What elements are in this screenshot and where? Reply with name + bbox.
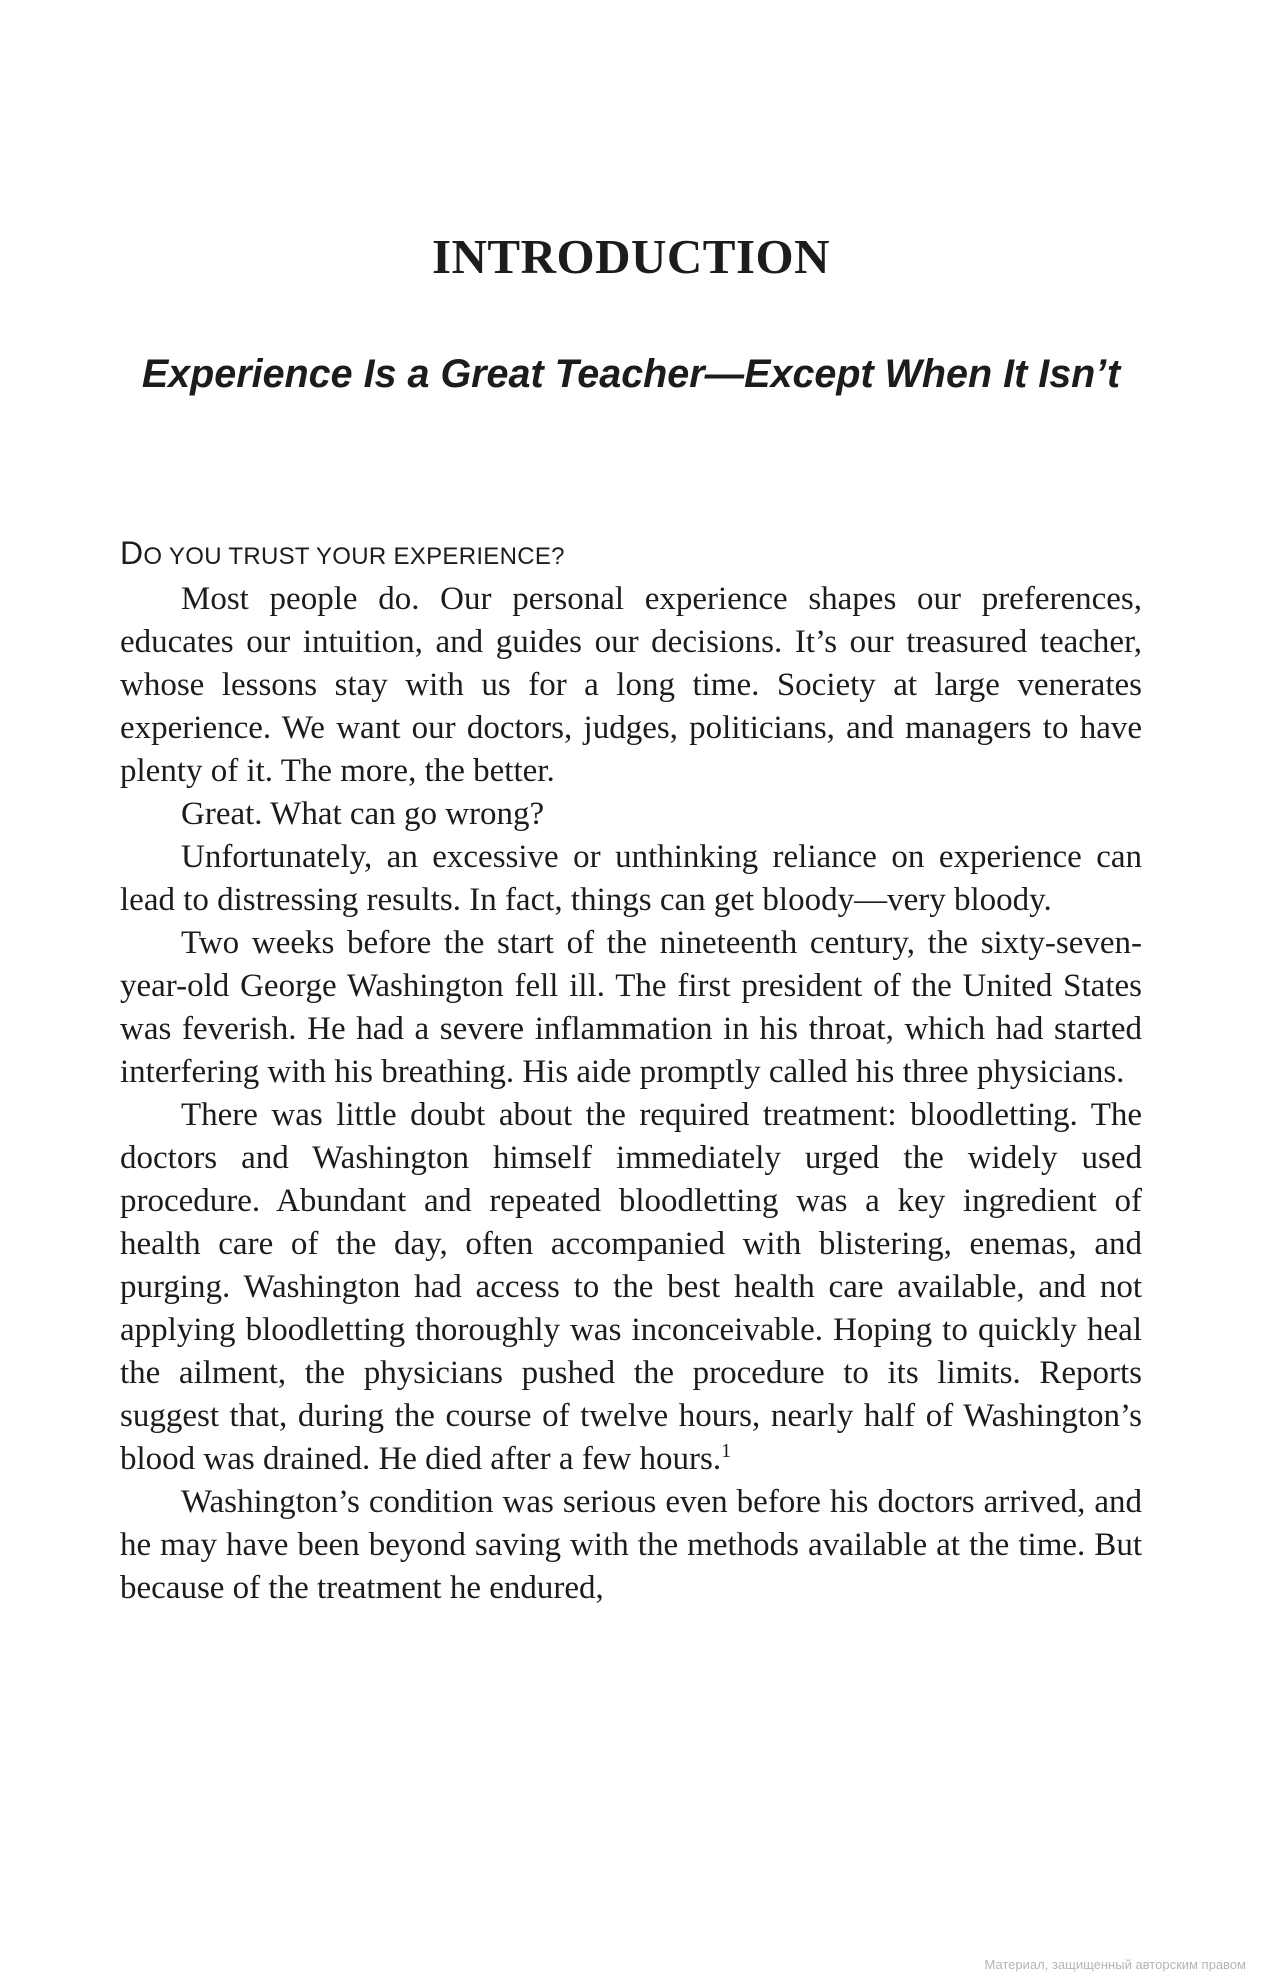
paragraph-bloodletting: [120, 1094, 1142, 1481]
paragraph-unthinking-reliance: Unfortunately, an excessive or unthinking reliance on experience can lead to distressing results. In fact, things can get bloody—very bloody.: [120, 839, 1142, 918]
footnote-marker[interactable]: 1: [721, 1440, 732, 1462]
chapter-title: INTRODUCTION: [431, 229, 831, 284]
chapter-subtitle: Experience Is a Great Teacher—Except When It Isn’t: [141, 352, 1121, 396]
paragraph-trust-experience: Most people do. Our personal experience shapes our preferences, educates our intuition, and guides our decisions. It’s our treasured teacher, whose lessons stay with us for a long time. Society at large venerates experience. We want our doctors, judges, politicians, and managers to have plenty of it. The more, the better.: [120, 581, 1142, 789]
section-opener: [120, 532, 1142, 578]
paragraph-what-can-go-wrong: Great. What can go wrong?: [181, 796, 545, 832]
opener-text: O YOU TRUST YOUR EXPERIENCE?: [143, 543, 565, 570]
opener-initial: D: [120, 535, 144, 571]
paragraph-bloodletting-text: There was little doubt about the required treatment: bloodletting. The doctors and Washington himself immediately urged the widely used procedure. Abundant and repeated bloodletting was a key ingredient of health care of the day, often accompanied with blistering, enemas, and purging. Washington had access to the best health care available, and not applying bloodletting thoroughly was inconceivable. Hoping to quickly heal the ailment, the physicians pushed the procedure to its limits. Reports suggest that, during the course of twelve hours, nearly half of Washington’s blood was drained. He died after a few hours.: [120, 1097, 1142, 1477]
chapter-body: [120, 532, 1142, 1610]
paragraph-washington-ill: Two weeks before the start of the nineteenth century, the sixty-seven-year-old George Washington fell ill. The first president of the United States was feverish. He had a severe inflammation in his throat, which had started interfering with his breathing. His aide promptly called his three physicians.: [120, 925, 1142, 1090]
copyright-watermark: Материал, защищенный авторским правом: [984, 1957, 1246, 1972]
paragraph-condition-serious: Washington’s condition was serious even before his doctors arrived, and he may have been beyond saving with the methods available at the time. But because of the treatment he endured,: [120, 1484, 1142, 1606]
